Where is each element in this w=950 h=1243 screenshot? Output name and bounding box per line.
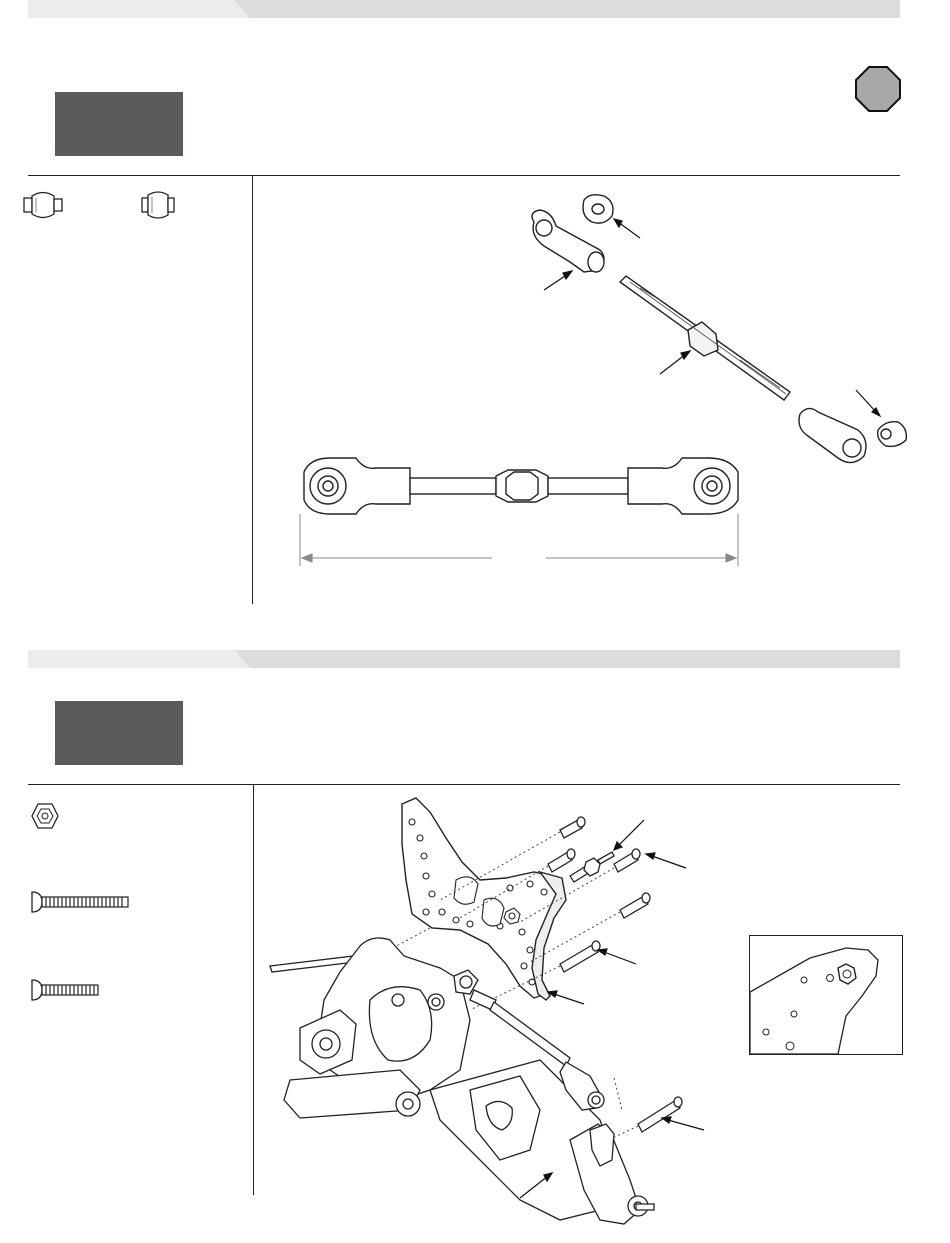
detail-inset [749,935,903,1055]
